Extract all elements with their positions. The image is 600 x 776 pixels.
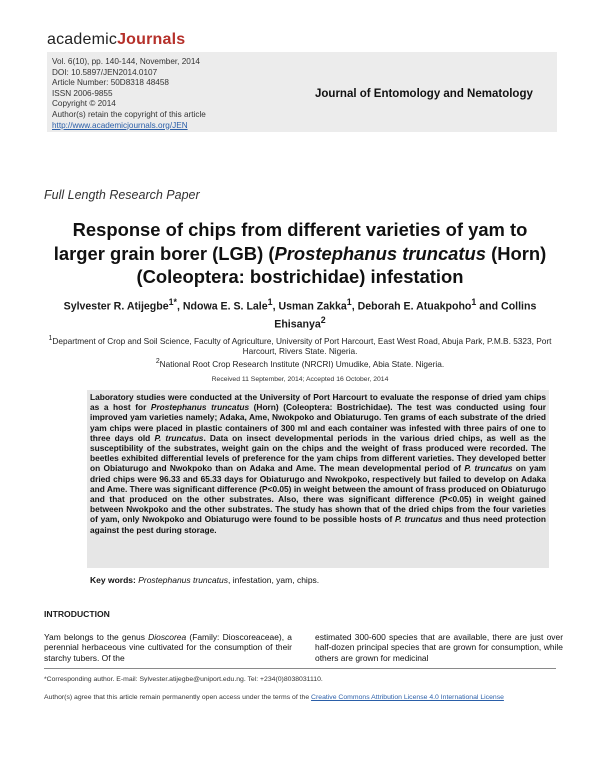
journal-link[interactable]: http://www.academicjournals.org/JEN: [52, 120, 188, 130]
author-name: Deborah E. Atuakpoho: [357, 300, 472, 313]
article-meta: [52, 57, 206, 131]
body-column-left: Yam belongs to the genus Dioscorea (Family: Dioscoreaceae), a perennial herbaceous vine cultivated for the consumption of their starchy tubers. Of the: [44, 632, 292, 663]
meta-doi: DOI: 10.5897/JEN2014.0107: [52, 67, 158, 77]
body-column-right: estimated 300-600 species that are available, there are just over half-dozen principal species that are grown for consumption, while others are grown for medicinal: [315, 632, 563, 663]
license-link[interactable]: Creative Commons Attribution License 4.0 International License: [311, 694, 504, 701]
paper-title: Response of chips from different varieties of yam to larger grain borer (LGB) (Prostephanus truncatus (Horn) (Coleoptera: bostrichidae) infestation: [53, 219, 547, 287]
meta-article-number: Article Number: 50D8318 48458: [52, 78, 169, 88]
footnote-divider: [44, 668, 556, 669]
meta-volume: Vol. 6(10), pp. 140-144, November, 2014: [52, 57, 200, 66]
meta-issn: ISSN 2006-9855: [52, 88, 113, 98]
affiliations: [40, 334, 560, 369]
abstract-text: Laboratory studies were conducted at the University of Port Harcourt to evaluate the response of dried yam chips as a host for Prostephanus truncatus (Horn) (Coleoptera: Bostrichidae). The test was conducted using four improved yam varieties namely; Adaka, Ame, Nwokpoko and Obiaturugo. Ten grams of each substrate of the dried yam chips were placed in plastic containers of 300 ml and each container was infested with three pairs of one to three days old P. truncatus. Data on insect developmental periods in the various dried chips, as well as the susceptibility of the substrates, weight gain on the chips and the weight of frass produced were recorded. The beetles exhibited differential levels of preference for the yam chips from different varieties. They developed better on Obiaturugo and Nwokpoko than on Adaka and Ame. The mean developmental period of P. truncatus on yam dried chips were 96.33 and 65.33 days for Obiaturugo and Nwokpoko, respectively but failed to develop on Adaka and Ame. There was significant difference (P<0.05) in weight between the amount of frass produced on Obiaturugo and that produced on the other substrates. Also, there was significant difference (P<0.05) in weight gained between Nwokpoko and the other substrates. The study has shown that of the dried chips from the four varieties of yam, only Nwokpoko and Obiaturugo were found to be possible hosts of P. truncatus and thus need protection against the pest during storage.: [90, 392, 547, 535]
author-name: Collins Ehisanya: [274, 300, 537, 331]
author-name: Ndowa E. S. Lale: [182, 300, 268, 313]
corresponding-author: *Corresponding author. E-mail: Sylvester.atijegbe@uniport.edu.ng. Tel: +234(0)8038031110.: [44, 676, 323, 683]
received-dates: Received 11 September, 2014; Accepted 16 October, 2014: [211, 376, 389, 383]
keywords: Key words: Prostephanus truncatus, infestation, yam, chips.: [90, 575, 320, 585]
meta-copyright: Copyright © 2014: [52, 99, 116, 109]
publisher-logo: academicJournals: [47, 31, 186, 48]
author-list: Sylvester R. Atijegbe$^{1*}$, Ndowa E. S. Lale$^1$, Usman Zakka$^1$, Deborah E. Atuakpoho$^1$ and Collins Ehisanya$^2$: [63, 297, 537, 331]
author-name: Usman Zakka: [278, 300, 347, 313]
affiliation-1: $^1$Department of Crop and Soil Science, Faculty of Agriculture, University of Port Harcourt, East West Road, Abuja Park, P.M.B. 5323, Port Harcourt, Rivers State. Nigeria.: [48, 335, 552, 357]
license-note: Author(s) agree that this article remain permanently open access under the terms of the Creative Commons Attribution License 4.0 International License: [44, 694, 504, 701]
meta-rights: Author(s) retain the copyright of this article: [52, 109, 206, 119]
paper-type: Full Length Research Paper: [44, 188, 200, 202]
affiliation-2: $^2$National Root Crop Research Institute (NRCRI) Umudike, Abia State. Nigeria.: [155, 357, 445, 369]
journal-name: Journal of Entomology and Nematology: [315, 88, 533, 100]
section-heading-introduction: INTRODUCTION: [44, 609, 110, 619]
author-name: Sylvester R. Atijegbe: [63, 300, 169, 313]
